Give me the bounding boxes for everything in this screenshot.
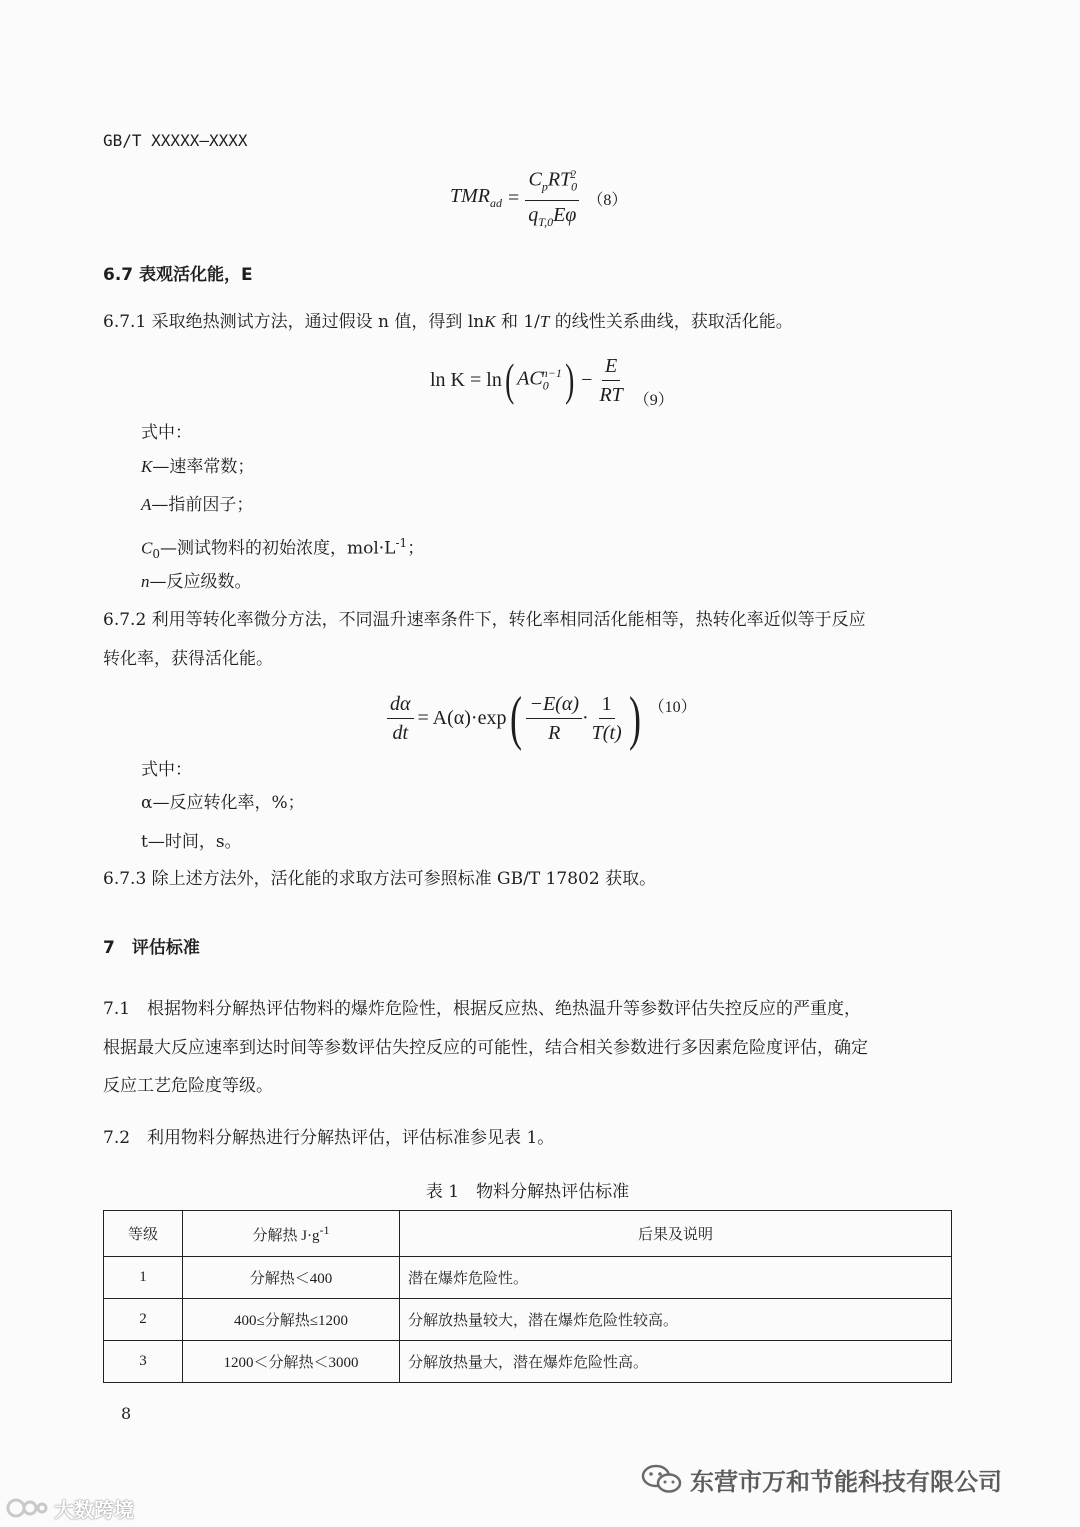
table-cell: 分解放热量较大，潜在爆炸危险性较高。 bbox=[400, 1299, 952, 1341]
formula-10: $\frac{d\alpha}{dt}$ = A(α)·exp ( $\frac{-E(\alpha)}{R}$ · $\frac{1}{T(t)}$ ) （10） bbox=[387, 686, 697, 750]
table-cell: 2 bbox=[104, 1299, 183, 1341]
table-header-row bbox=[104, 1211, 952, 1257]
column-header: 分解热 $J\cdot g^{-1}$ bbox=[183, 1211, 400, 1257]
table-row bbox=[104, 1299, 952, 1341]
equation-number: （9） bbox=[633, 392, 674, 409]
formula-8: $TMR_{ad}$ = $\frac{C_pRT_0^2}{q_{T,0}E\varphi}$ （8） bbox=[450, 168, 627, 228]
variable-definition: $C_0—$测试物料的初始浓度，$mol\cdot L^{-1}$； bbox=[141, 536, 425, 562]
section-heading-6-7: 6.7 表观活化能，E bbox=[103, 265, 253, 285]
table-cell: 1 bbox=[104, 1257, 183, 1299]
table-cell: 400≤分解热≤1200 bbox=[183, 1299, 400, 1341]
column-header: 等级 bbox=[104, 1211, 183, 1257]
where-label: 式中： bbox=[141, 423, 192, 443]
table-cell: 分解放热量大，潜在爆炸危险性高。 bbox=[400, 1341, 952, 1383]
table-cell: 1200＜分解热＜3000 bbox=[183, 1341, 400, 1383]
paragraph-7-2: 7.2 利用物料分解热进行分解热评估，评估标准参见表 1。 bbox=[103, 1128, 555, 1148]
table-cell: 潜在爆炸危险性。 bbox=[400, 1257, 952, 1299]
table-cell: 3 bbox=[104, 1341, 183, 1383]
table-row bbox=[104, 1341, 952, 1383]
paragraph-7-1-line1: 7.1 根据物料分解热评估物料的爆炸危险性，根据反应热、绝热温升等参数评估失控反应的严重度， bbox=[103, 999, 862, 1019]
paragraph-6-7-3: 6.7.3 除上述方法外，活化能的求取方法可参照标准 GB/T 17802 获取。 bbox=[103, 869, 657, 889]
table-cell: 分解热＜400 bbox=[183, 1257, 400, 1299]
where-label: 式中： bbox=[141, 760, 192, 780]
wechat-icon bbox=[640, 1462, 684, 1496]
paragraph-6-7-2-line1: 6.7.2 利用等转化率微分方法，不同温升速率条件下，转化率相同活化能相等，热转化率近似等于反应 bbox=[103, 610, 866, 630]
paragraph-7-1-line3: 反应工艺危险度等级。 bbox=[103, 1076, 273, 1096]
variable-definition: n—反应级数。 bbox=[141, 572, 252, 592]
paragraph-6-7-2-line2: 转化率，获得活化能。 bbox=[103, 649, 273, 669]
page-number: 8 bbox=[121, 1404, 132, 1423]
section-heading-7: 7 评估标准 bbox=[103, 938, 200, 958]
variable-definition: α—反应转化率，%； bbox=[141, 793, 305, 813]
wechat-account-watermark: 东营市万和节能科技有限公司 bbox=[640, 1460, 1002, 1498]
watermark-logo-icon bbox=[6, 1496, 50, 1520]
paragraph-6-7-1: 6.7.1 采取绝热测试方法，通过假设 n 值，得到 lnK 和 1/T 的线性关系曲线，获取活化能。 bbox=[103, 312, 793, 332]
table-caption: 表 1 物料分解热评估标准 bbox=[425, 1182, 630, 1202]
variable-definition: A—指前因子； bbox=[141, 495, 254, 515]
formula-9: ln K = ln ( $AC_0^{n-1}$ ) − $\frac{E}{RT}$ （9） bbox=[430, 354, 674, 409]
variable-definition: K—速率常数； bbox=[141, 457, 255, 477]
equation-number: （10） bbox=[648, 699, 697, 716]
equation-number: （8） bbox=[587, 191, 628, 209]
document-code: GB/T XXXXX—XXXX bbox=[103, 131, 248, 150]
variable-definition: t—时间，s。 bbox=[141, 832, 242, 852]
paragraph-7-1-line2: 根据最大反应速率到达时间等参数评估失控反应的可能性，结合相关参数进行多因素危险度评估，确定 bbox=[103, 1038, 868, 1058]
column-header: 后果及说明 bbox=[400, 1211, 952, 1257]
platform-watermark: 大数跨境 bbox=[6, 1493, 134, 1523]
table-row bbox=[104, 1257, 952, 1299]
table-1 bbox=[103, 1210, 952, 1383]
